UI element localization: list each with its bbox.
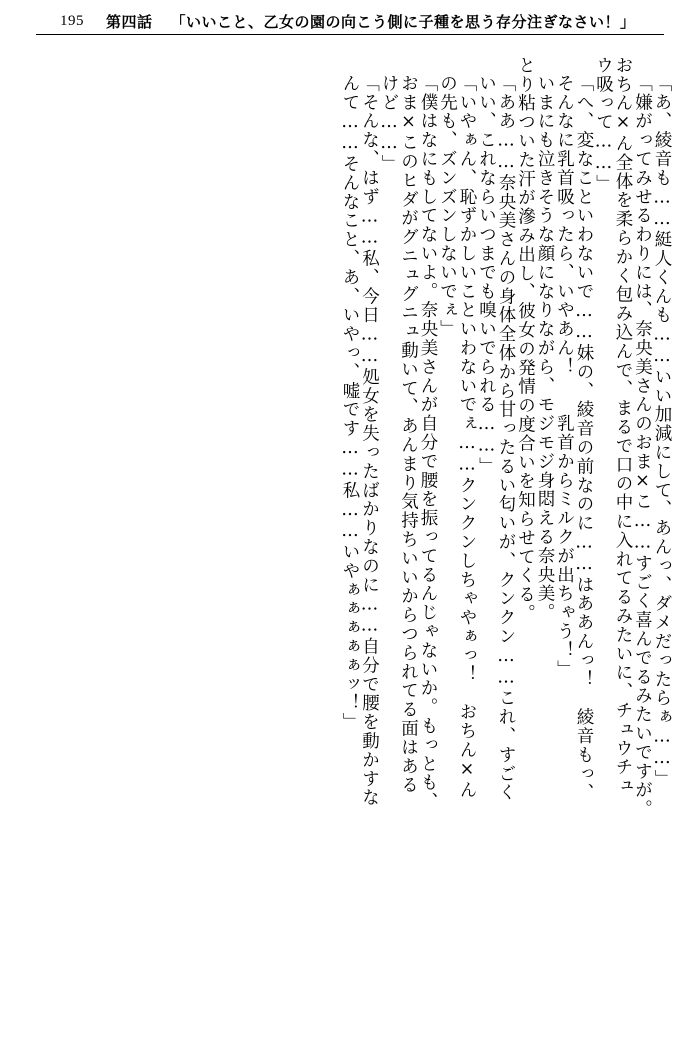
text-column: 「僕はなにもしてないよ。奈央美さんが自分で腰を振ってるんじゃないか。もっとも、 (418, 74, 438, 812)
text-column: いい、これならいつまでも嗅いでられる……」 (476, 74, 497, 476)
text-column: 「嫌がってみせるわりには、奈央美さんのおま×こ……すごく喜んでるみたいですが。 (632, 74, 653, 819)
text-column: ウ吸って……」 (593, 56, 614, 194)
text-column: 「ああ……奈央美さんの身体全体から甘ったるい匂いが、クンクン……これ、すごく (496, 74, 516, 803)
vertical-text-body (30, 56, 670, 1016)
text-column: いまにも泣きそうな顔になりながら、モジモジ身悶える奈央美。 (535, 74, 555, 623)
text-column: おちん×ん全体を柔らかく包み込んで、まるで口の中に入れてるみたいに、チュウチュ (613, 56, 633, 796)
chapter-subtitle: 「いいこと、乙女の園の向こう側に子種を思う存分注ぎなさい！」 (170, 14, 636, 31)
text-column: の先も、ズンズンしないでぇ」 (437, 74, 458, 339)
page-number: 195 (60, 12, 84, 29)
text-column: とり粘ついた汗が滲み出し、彼女の発情の度合いを知らせてくる。 (515, 56, 536, 623)
text-column: そんなに乳首吸ったら、いやあん！ 乳首からミルクが出ちゃう！」 (554, 74, 575, 679)
text-column: 「あ、綾音も……綎人くんも……いい加減にして、あんっ、ダメだったらぁ……」 (652, 74, 672, 789)
text-column: んて……そんなこと、あ、いやっ、嘘です……私……いやぁぁぁぁぁッ！」 (340, 74, 360, 732)
text-column: おま×このヒダがグニュグニュ動いて、あんまり気持ちいいからつられてる面はある (398, 74, 419, 795)
text-column: 「いやぁん、恥ずかしいこといわないでぇ……クンクンしちゃやぁっ！ おちん×ん (457, 74, 477, 800)
header-divider (36, 34, 664, 35)
text-column: 「そんな、はず……私、今日……処女を失ったばかりなのに……自分で腰を動かすな (359, 74, 380, 808)
text-column: 「へ、変なこといわないで……妹の、綾音の前なのに……はああんっ！ 綾音もっ、 (574, 74, 594, 803)
chapter-label: 第四話 (106, 14, 153, 31)
page-header (0, 8, 700, 34)
text-column: けど……」 (379, 74, 399, 174)
